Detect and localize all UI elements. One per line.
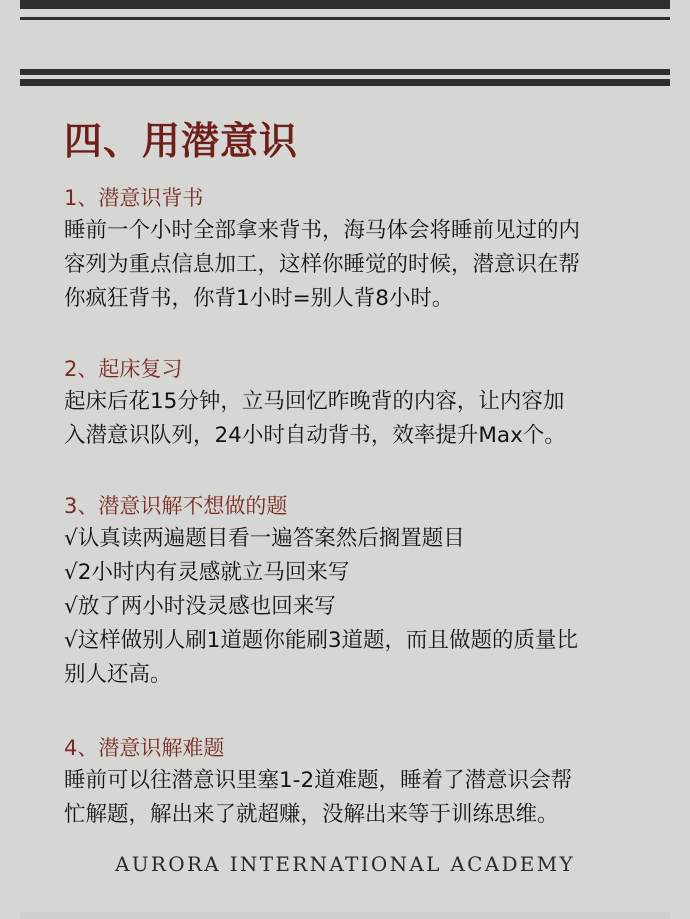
checklist-item: √这样做别人刷1道题你能刷3道题，而且做题的质量比 [64,628,579,653]
paragraph-line: 入潜意识队列，24小时自动背书，效率提升Max个。 [64,423,566,448]
checklist-item: √认真读两遍题目看一遍答案然后搁置题目 [64,526,465,551]
section-morning-review [64,353,664,453]
paragraph-line: 睡前可以往潜意识里塞1-2道难题，睡着了潜意识会帮 [64,768,573,793]
footer-brand: AURORA INTERNATIONAL ACADEMY [115,852,575,876]
top-border-band [20,0,670,9]
section-unwanted-problems [64,490,664,692]
header-divider-lower [20,79,670,86]
paragraph-line: 容列为重点信息加工，这样你睡觉的时候，潜意识在帮 [64,252,581,277]
section-hard-problems [64,732,664,832]
checklist-item: √2小时内有灵感就立马回来写 [64,560,350,585]
checklist-item: √放了两小时没灵感也回来写 [64,594,336,619]
checklist-item-continuation: 别人还高。 [64,662,172,687]
bottom-edge [20,912,670,919]
section-heading: 2、起床复习 [64,357,183,381]
paragraph-line: 忙解题，解出来了就超赚，没解出来等于训练思维。 [64,802,559,827]
section-heading: 4、潜意识解难题 [64,736,225,760]
paragraph-line: 睡前一个小时全部拿来背书，海马体会将睡前见过的内 [64,218,581,243]
section-heading: 1、潜意识背书 [64,186,204,210]
section-subconscious-memorizing [64,182,664,316]
paragraph-line: 你疯狂背书，你背1小时=别人背8小时。 [64,286,454,311]
header-divider-upper [20,69,670,75]
page-title: 四、用潜意识 [64,119,299,163]
section-heading: 3、潜意识解不想做的题 [64,494,288,518]
top-border-line [20,17,670,20]
paragraph-line: 起床后花15分钟，立马回忆昨晚背的内容，让内容加 [64,389,565,414]
